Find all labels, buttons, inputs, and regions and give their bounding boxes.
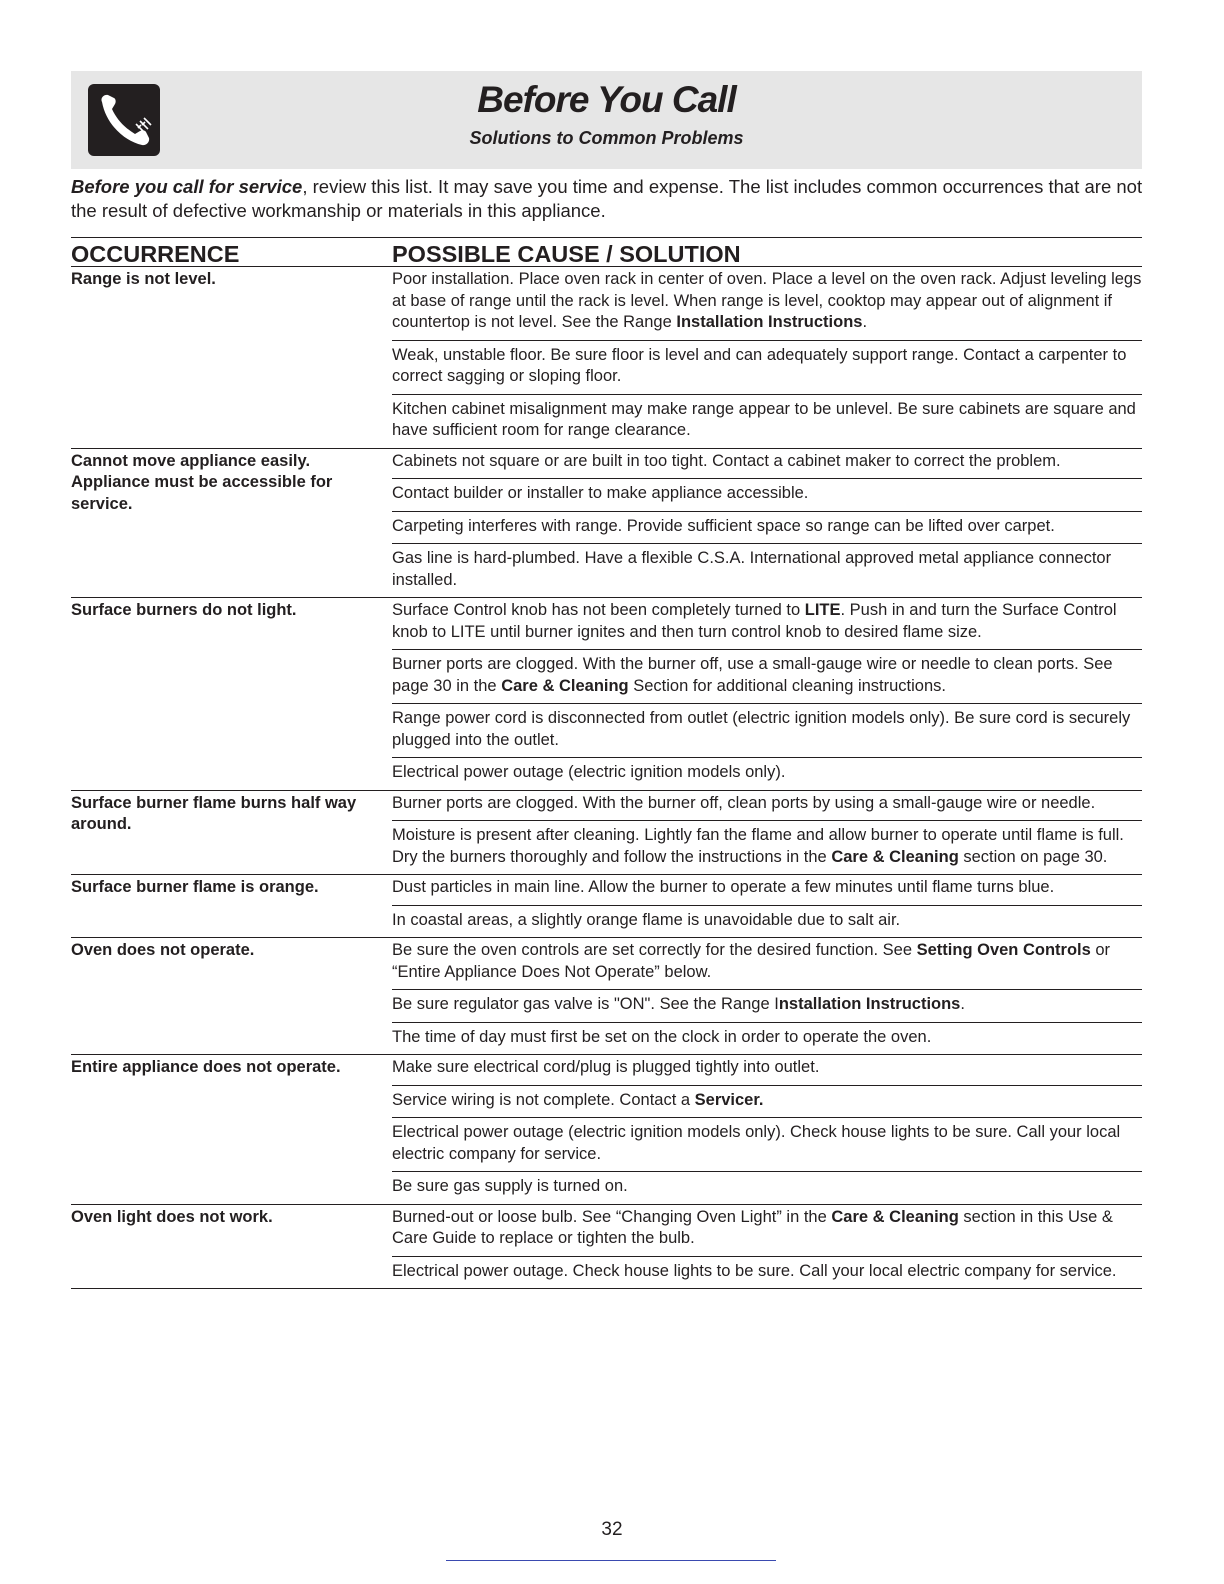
cause-item bbox=[392, 1205, 1142, 1256]
cause-emphasis: nstallation Instructions bbox=[778, 995, 961, 1013]
page-title: Before You Call bbox=[477, 79, 736, 120]
cause-item bbox=[392, 757, 1142, 790]
table-row bbox=[71, 267, 1142, 449]
cause-text: Be sure the oven controls are set correctly for the desired function. See bbox=[392, 941, 917, 959]
cause-item bbox=[392, 1171, 1142, 1204]
cause-item bbox=[392, 543, 1142, 597]
cause-item bbox=[392, 820, 1142, 874]
causes-cell bbox=[392, 449, 1142, 598]
causes-cell bbox=[392, 1055, 1142, 1204]
cause-text: Kitchen cabinet misalignment may make range appear to be unlevel. Be sure cabinets are square and have sufficient room for range clearance. bbox=[392, 399, 1136, 439]
table-row bbox=[71, 791, 1142, 876]
page-number: 32 bbox=[601, 1519, 623, 1540]
cause-item bbox=[392, 1022, 1142, 1055]
cause-item bbox=[392, 340, 1142, 394]
cause-text: Cabinets not square or are built in too tight. Contact a cabinet maker to correct the problem. bbox=[392, 451, 1061, 470]
cause-item bbox=[392, 394, 1142, 448]
cause-item bbox=[392, 1117, 1142, 1171]
cause-text: Service wiring is not complete. Contact a bbox=[392, 1090, 695, 1109]
cause-emphasis: Setting Oven Controls bbox=[916, 941, 1091, 959]
cause-text: Make sure electrical cord/plug is plugged tightly into outlet. bbox=[392, 1058, 820, 1076]
cause-item bbox=[392, 791, 1142, 821]
cause-column-header: POSSIBLE CAUSE / SOLUTION bbox=[392, 241, 741, 267]
cause-text: Burned-out or loose bulb. See “Changing Oven Light” in the bbox=[392, 1207, 832, 1226]
occurrence-cell: Surface burner flame is orange. bbox=[71, 878, 319, 896]
cause-text: . bbox=[862, 313, 868, 331]
occurrence-cell: Oven does not operate. bbox=[71, 941, 255, 959]
cause-text: Section for additional cleaning instructions. bbox=[628, 676, 946, 695]
cause-item bbox=[392, 989, 1142, 1022]
cause-text: Electrical power outage. Check house lights to be sure. Call your local electric company for service. bbox=[392, 1261, 1117, 1280]
cause-text: . bbox=[960, 995, 965, 1013]
cause-item bbox=[392, 1085, 1142, 1118]
intro-text: , review this list. It may save you time and expense. The list includes common occurrences that are not the result of defective workmanship or materials in this appliance. bbox=[71, 176, 1143, 221]
cause-text: Contact builder or installer to make appliance accessible. bbox=[392, 484, 809, 502]
table-row bbox=[71, 598, 1142, 791]
cause-emphasis: LITE bbox=[804, 601, 841, 619]
page-subtitle: Solutions to Common Problems bbox=[469, 128, 744, 148]
cause-text: Surface Control knob has not been completely turned to bbox=[392, 601, 805, 619]
causes-cell bbox=[392, 875, 1142, 937]
cause-item bbox=[392, 598, 1142, 649]
cause-item bbox=[392, 267, 1142, 340]
cause-text: section in this Use & Care Guide to replace or tighten the bulb. bbox=[392, 1207, 1113, 1247]
intro-lead: Before you call for service bbox=[71, 176, 303, 197]
cause-text: Burner ports are clogged. With the burner off, use a small-gauge wire or needle to clean ports. See page 30 in the bbox=[392, 655, 1113, 695]
occurrence-cell: Range is not level. bbox=[71, 270, 216, 288]
cause-text: Range power cord is disconnected from outlet (electric ignition models only). Be sure cord is securely plugged into the outlet. bbox=[392, 709, 1131, 749]
table-row bbox=[71, 449, 1142, 599]
causes-cell bbox=[392, 267, 1142, 448]
cause-text: Electrical power outage (electric ignition models only). Check house lights to be sure. Call your local electric company for service. bbox=[392, 1123, 1121, 1163]
cause-emphasis: Installation Instructions bbox=[676, 313, 863, 331]
cause-text: Be sure gas supply is turned on. bbox=[392, 1177, 628, 1195]
cause-item bbox=[392, 703, 1142, 757]
causes-cell bbox=[392, 791, 1142, 875]
cause-text: Weak, unstable floor. Be sure floor is level and can adequately support range. Contact a carpenter to correct sagging or sloping floor. bbox=[392, 345, 1127, 385]
occurrence-cell: Entire appliance does not operate. bbox=[71, 1058, 341, 1076]
cause-item bbox=[392, 649, 1142, 703]
table-row bbox=[71, 1055, 1142, 1205]
occurrence-column-header: OCCURRENCE bbox=[71, 241, 240, 267]
cause-text: Moisture is present after cleaning. Lightly fan the flame and allow burner to operate until flame is full. Dry the burners thoroughly and follow the instructions in the bbox=[392, 826, 1124, 866]
cause-item bbox=[392, 1055, 1142, 1085]
cause-item bbox=[392, 905, 1142, 938]
cause-emphasis: Care & Cleaning bbox=[831, 1207, 959, 1226]
header-banner bbox=[71, 71, 1142, 169]
cause-text: Poor installation. Place oven rack in center of oven. Place a level on the oven rack. Adjust leveling legs at base of range until the rack is level. When range is level, cooktop may appear out of alignment if countertop is not level. See the Range bbox=[392, 270, 1142, 331]
table-header bbox=[71, 238, 1142, 267]
cause-item bbox=[392, 875, 1142, 905]
cause-text: section on page 30. bbox=[958, 847, 1108, 866]
occurrence-cell: Oven light does not work. bbox=[71, 1207, 273, 1226]
occurrence-cell: Surface burners do not light. bbox=[71, 601, 297, 619]
troubleshooting-table bbox=[71, 237, 1142, 1289]
cause-item bbox=[392, 478, 1142, 511]
cause-item bbox=[392, 511, 1142, 544]
cause-text: Dust particles in main line. Allow the burner to operate a few minutes until flame turns blue. bbox=[392, 878, 1055, 896]
cause-emphasis: Care & Cleaning bbox=[831, 847, 959, 866]
table-row bbox=[71, 1205, 1142, 1290]
occurrence-cell: Cannot move appliance easily. Appliance must be accessible for service. bbox=[71, 451, 333, 513]
cause-text: or “Entire Appliance Does Not Operate” below. bbox=[392, 941, 1111, 981]
occurrence-cell: Surface burner flame burns half way around. bbox=[71, 793, 357, 833]
cause-text: . Push in and turn the Surface Control knob to LITE until burner ignites and then turn control knob to desired flame size. bbox=[392, 601, 1117, 641]
intro-paragraph bbox=[71, 175, 1151, 223]
cause-emphasis: Servicer. bbox=[694, 1090, 764, 1109]
cause-emphasis: Care & Cleaning bbox=[501, 676, 629, 695]
table-row bbox=[71, 938, 1142, 1055]
cause-text: Gas line is hard-plumbed. Have a flexible C.S.A. International approved metal appliance connector installed. bbox=[392, 549, 1112, 589]
causes-cell bbox=[392, 1205, 1142, 1289]
cause-text: Electrical power outage (electric ignition models only). bbox=[392, 763, 786, 781]
cause-text: Be sure regulator gas valve is "ON". See the Range I bbox=[392, 995, 779, 1013]
cause-text: In coastal areas, a slightly orange flame is unavoidable due to salt air. bbox=[392, 910, 901, 929]
table-row bbox=[71, 875, 1142, 938]
causes-cell bbox=[392, 938, 1142, 1054]
cause-text: Carpeting interferes with range. Provide sufficient space so range can be lifted over carpet. bbox=[392, 516, 1055, 535]
cause-text: Burner ports are clogged. With the burner off, clean ports by using a small-gauge wire or needle. bbox=[392, 793, 1096, 812]
cause-item bbox=[392, 938, 1142, 989]
footer-rule bbox=[446, 1560, 776, 1561]
table-body bbox=[71, 267, 1142, 1289]
cause-item bbox=[392, 449, 1142, 479]
cause-text: The time of day must first be set on the clock in order to operate the oven. bbox=[392, 1027, 932, 1046]
cause-item bbox=[392, 1256, 1142, 1289]
causes-cell bbox=[392, 598, 1142, 790]
